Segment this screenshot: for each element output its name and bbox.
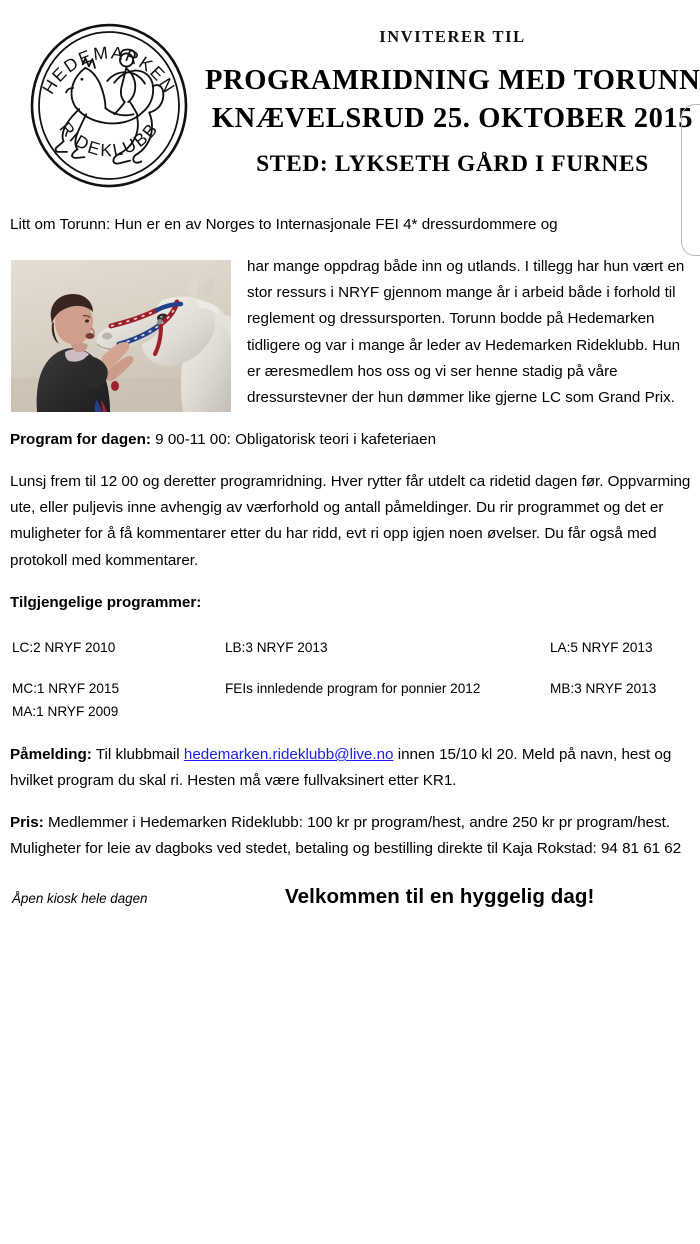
signup-text-before-mail: Til klubbmail xyxy=(95,746,184,763)
signup-paragraph xyxy=(10,742,694,794)
program-label: Program for dagen: xyxy=(10,430,151,448)
logo-top-arc-text: HEDEMARKEN xyxy=(38,42,180,98)
available-programs-table xyxy=(10,638,694,700)
page-title-line-2: KNÆVELSRUD 25. OKTOBER 2015 xyxy=(211,102,694,134)
table-row xyxy=(10,638,694,679)
invite-line: INVITERER TIL xyxy=(379,27,526,46)
program-cell: MC:1 NRYF 2015 xyxy=(12,681,120,697)
program-value: 9 00-11 00: Obligatorisk teori i kafeteriaen xyxy=(155,430,437,448)
program-cell-extra: MA:1 NRYF 2009 xyxy=(12,703,119,719)
signup-text-after-mail: innen 15/10 kl 20. Meld på navn, hest og hvilket program du skal ri. Hesten må være fullvaksinert etter KR1. xyxy=(10,746,672,790)
price-text: Medlemmer i Hedemarken Rideklubb: 100 kr pr program/hest, andre 250 kr pr program/hest. Muligheter for leie av dagboks ved stedet, betaling og bestilling direkte til Kaja Rokstad: 94 81 61 62 xyxy=(10,814,682,858)
poster-body xyxy=(0,212,700,863)
signup-label: Påmelding: xyxy=(10,746,92,763)
logo-bottom-arc-text: RIDEKLUBB xyxy=(55,118,163,161)
club-logo xyxy=(18,18,200,193)
lunch-paragraph: Lunsj frem til 12 00 og deretter programridning. Hver rytter får utdelt ca ridetid dagen før. Oppvarming ute, eller puljevis inne avhengig av værforhold og antall påmeldinger. Du rir programmet og det er muligheter for å få kommentarer etter du har ridd, evt ri opp igjen noen øvelser. Du får også med protokoll med kommentarer. xyxy=(10,473,691,569)
intro-paragraph-first-line xyxy=(10,212,694,238)
poster-header xyxy=(0,0,700,212)
programs-heading: Tilgjengelige programmer: xyxy=(10,593,202,611)
program-cell: LC:2 NRYF 2010 xyxy=(12,639,116,655)
kiosk-note: Åpen kiosk hele dagen xyxy=(12,890,148,906)
program-cell: LA:5 NRYF 2013 xyxy=(550,639,653,655)
club-email-link[interactable]: hedemarken.rideklubb@live.no xyxy=(183,746,394,763)
program-cell: LB:3 NRYF 2013 xyxy=(225,639,328,655)
table-row xyxy=(10,679,694,699)
venue-line: STED: LYKSETH GÅRD I FURNES xyxy=(256,151,649,178)
torunn-photo xyxy=(11,260,231,412)
page-title-line-1: PROGRAMRIDNING MED TORUNN xyxy=(205,65,700,97)
page-title xyxy=(205,62,700,137)
price-label: Pris: xyxy=(10,814,44,832)
welcome-message: Velkommen til en hyggelig dag! xyxy=(285,884,595,908)
program-cell: FEIs innledende program for ponnier 2012 xyxy=(225,681,481,697)
header-title-block xyxy=(205,18,700,180)
intro-text-part1: Litt om Torunn: Hun er en av Norges to Internasjonale FEI 4* dressurdommere og xyxy=(10,216,558,233)
price-paragraph xyxy=(10,810,694,862)
program-cell: MB:3 NRYF 2013 xyxy=(550,681,657,697)
poster-footer xyxy=(0,885,700,933)
program-for-dagen-line xyxy=(10,427,694,453)
intro-text-part2: har mange oppdrag både inn og utlands. I tillegg har hun vært en stor ressurs i NRYF gjennom mange år i arbeid både i forhold til reglement og dressursporten. Torunn bodde på Hedemarken tidligere og var i mange år leder av Hedemarken Rideklubb. Hun er æresmedlem hos oss og vi ser henne stadig på våre dressurstevner der hun dømmer like gjerne LC som Grand Prix. xyxy=(247,258,685,406)
